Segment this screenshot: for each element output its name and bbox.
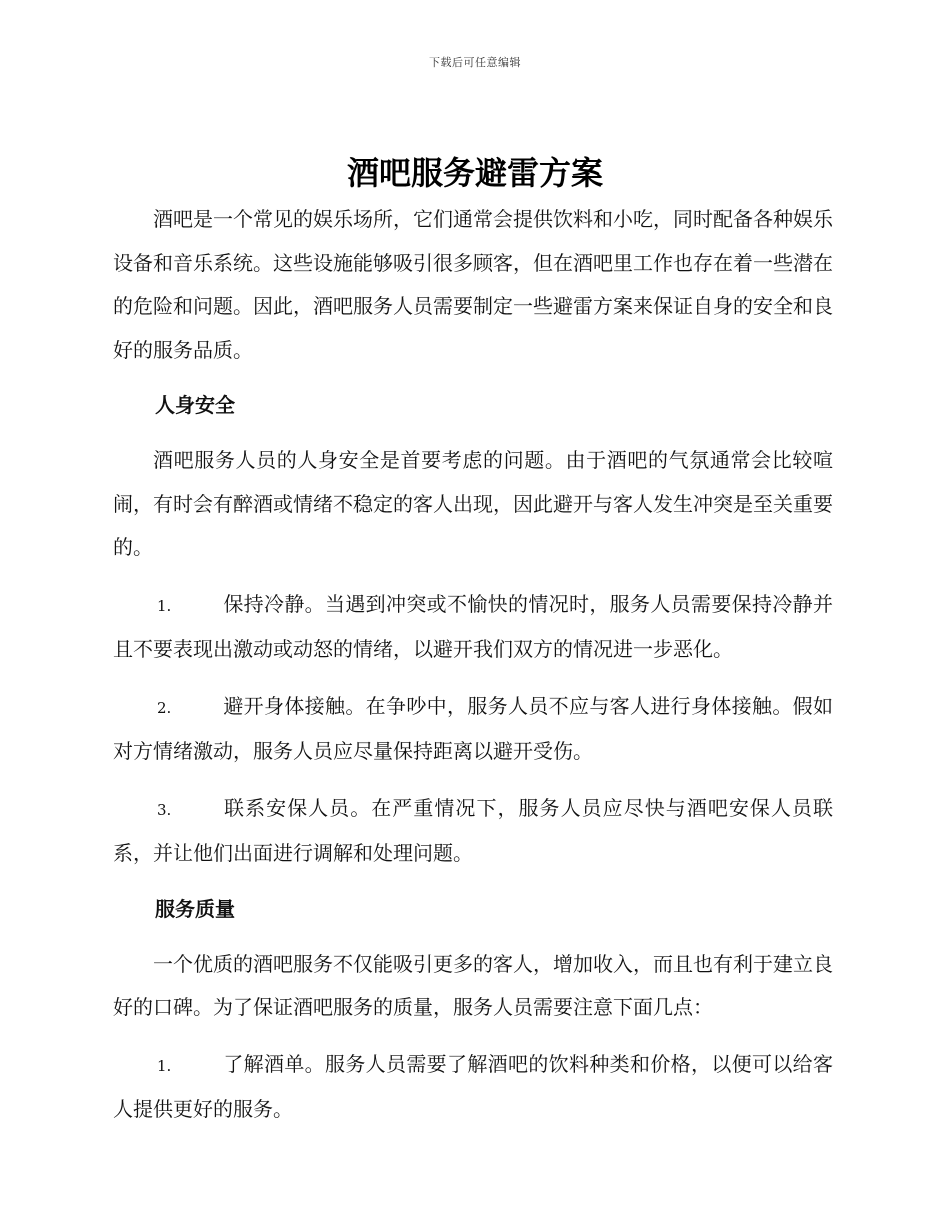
list-item-text: 了解酒单。服务人员需要了解酒吧的饮料种类和价格，以便可以给客人提供更好的服务。 — [113, 1051, 833, 1121]
document-body — [113, 198, 833, 1132]
section-heading-service-quality: 服务质量 — [155, 896, 235, 921]
list-item — [113, 1043, 833, 1132]
section-paragraph-personal-safety: 酒吧服务人员的人身安全是首要考虑的问题。由于酒吧的气氛通常会比较喧闹，有时会有醉酒或情绪不稳定的客人出现，因此避开与客人发生冲突是至关重要的。 — [113, 448, 833, 559]
list-item-number: 1. — [157, 596, 172, 615]
intro-paragraph: 酒吧是一个常见的娱乐场所，它们通常会提供饮料和小吃，同时配备各种娱乐设备和音乐系统。这些设施能够吸引很多顾客，但在酒吧里工作也存在着一些潜在的危险和问题。因此，酒吧服务人员需要制定一些避雷方案来保证自身的安全和良好的服务品质。 — [113, 207, 833, 362]
list-item-text: 联系安保人员。在严重情况下，服务人员应尽快与酒吧安保人员联系，并让他们出面进行调解和处理问题。 — [113, 795, 833, 865]
document-title: 酒吧服务避雷方案 — [346, 154, 603, 192]
list-item-text: 避开身体接触。在争吵中，服务人员不应与客人进行身体接触。假如对方情绪激动，服务人员应尽量保持距离以避开受伤。 — [113, 693, 833, 763]
header-note: 下载后可任意编辑 — [429, 56, 521, 69]
list-item-text: 保持冷静。当遇到冲突或不愉快的情况时，服务人员需要保持冷静并且不要表现出激动或动怒的情绪，以避开我们双方的情况进一步恶化。 — [113, 591, 833, 661]
list-item-number: 3. — [157, 800, 172, 819]
section-heading-personal-safety: 人身安全 — [155, 393, 235, 417]
list-item — [113, 583, 833, 672]
list-item — [113, 685, 833, 774]
list-item-number: 1. — [157, 1056, 172, 1075]
section-paragraph-service-quality: 一个优质的酒吧服务不仅能吸引更多的客人，增加收入，而且也有利于建立良好的口碑。为了保证酒吧服务的质量，服务人员需要注意下面几点： — [113, 951, 833, 1019]
list-item-number: 2. — [157, 698, 172, 717]
list-item — [113, 787, 833, 876]
